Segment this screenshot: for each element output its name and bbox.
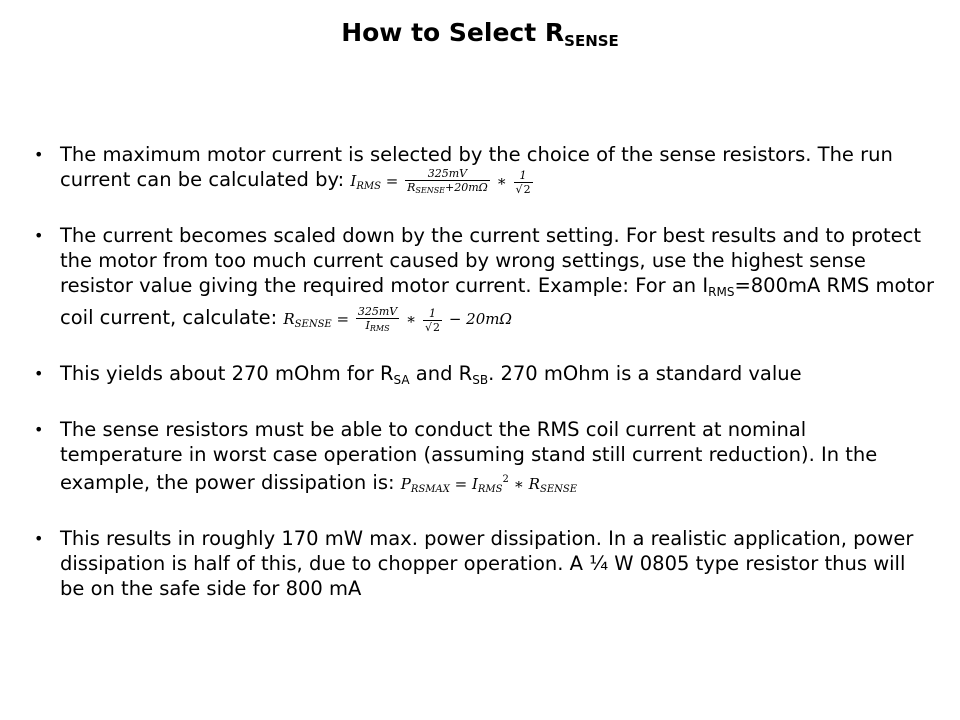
eq-operator: ∗: [513, 475, 524, 493]
bullet-3-text-b: and R: [409, 362, 473, 385]
eq-fraction: [356, 305, 399, 335]
title-main: How to Select R: [341, 18, 565, 47]
bullet-2-text-after: =800mA RMS motor coil current, calculate:: [60, 274, 934, 329]
eq-subscript: SENSE: [415, 186, 446, 195]
eq-radicand: 2: [433, 320, 441, 334]
bullet-4-text: The sense resistors must be able to conduct the RMS coil current at nominal temperature in worst case operation (assuming stand still current reduction). In the example, the power dissipation is:: [60, 418, 878, 494]
sqrt-icon: √: [425, 320, 433, 334]
bullet-marker: •: [34, 529, 44, 548]
bullet-marker: •: [34, 145, 44, 164]
sqrt-icon: √: [515, 182, 523, 196]
eq-operator: ∗: [496, 172, 507, 190]
eq-term: +20mΩ: [445, 181, 488, 194]
eq-denominator: [356, 319, 399, 335]
bullet-2-subscript: RMS: [708, 285, 735, 299]
eq-fraction: [514, 169, 533, 196]
eq-symbol: R: [528, 475, 540, 493]
bullet-3-text-c: . 270 mOhm is a standard value: [488, 362, 802, 385]
eq-operator: =: [454, 475, 468, 493]
eq-operator: ∗: [406, 310, 417, 328]
eq-exponent: 2: [502, 474, 509, 485]
eq-subscript: SENSE: [539, 484, 578, 495]
eq-fraction: [405, 167, 490, 197]
eq-symbol: I: [350, 172, 357, 190]
eq-symbol: R: [407, 181, 416, 194]
eq-fraction: [423, 307, 442, 334]
eq-subscript: RMS: [369, 324, 390, 333]
bullet-item-5: [34, 526, 934, 601]
bullet-3-subscript-b: SB: [472, 373, 489, 387]
slide-title: [0, 18, 960, 50]
bullet-3-subscript-a: SA: [393, 373, 410, 387]
eq-subscript: RMS: [477, 484, 503, 495]
eq-numerator: 1: [514, 169, 533, 183]
eq-subscript: RSMAX: [410, 484, 450, 495]
bullet-item-3: [34, 361, 934, 393]
eq-subscript: SENSE: [294, 319, 332, 330]
eq-subscript: RMS: [356, 181, 381, 192]
eq-symbol: P: [400, 475, 411, 493]
eq-operator: =: [385, 172, 399, 190]
eq-numerator: 1: [423, 307, 442, 321]
eq-numerator: 325mV: [357, 305, 398, 318]
eq-denominator: [405, 181, 490, 197]
bullet-5-text: This results in roughly 170 mW max. power dissipation. In a realistic application, power dissipation is half of this, due to chopper operation. A ¼ W 0805 type resistor thus will be on the safe side for 800 mA: [60, 527, 914, 600]
bullet-3-text-a: This yields about 270 mOhm for R: [60, 362, 394, 385]
eq-symbol: I: [365, 319, 370, 332]
bullet-list: [34, 142, 934, 625]
bullet-item-2: [34, 223, 934, 337]
eq-denominator: [423, 321, 442, 334]
rsense-equation: [283, 305, 512, 334]
eq-symbol: I: [471, 475, 478, 493]
bullet-marker: •: [34, 420, 44, 439]
eq-denominator: [514, 183, 533, 196]
eq-radicand: 2: [523, 182, 531, 196]
bullet-marker: •: [34, 364, 44, 383]
title-subscript: SENSE: [564, 32, 619, 50]
eq-operator: −: [448, 310, 462, 328]
eq-term: 20mΩ: [466, 310, 512, 328]
eq-operator: =: [336, 310, 350, 328]
eq-numerator: 325mV: [405, 167, 490, 181]
power-equation: [401, 475, 577, 493]
irms-equation: [350, 167, 534, 196]
eq-symbol: R: [283, 310, 295, 328]
bullet-1-text: The maximum motor current is selected by the choice of the sense resistors. The run current can be calculated by:: [60, 143, 893, 191]
bullet-2-text: The current becomes scaled down by the current setting. For best results and to protect the motor from too much current caused by wrong settings, use the highest sense resistor value giving the required motor current. Example: For an I: [60, 224, 922, 297]
bullet-item-1: [34, 142, 934, 199]
bullet-marker: •: [34, 226, 44, 245]
bullet-item-4: [34, 417, 934, 502]
